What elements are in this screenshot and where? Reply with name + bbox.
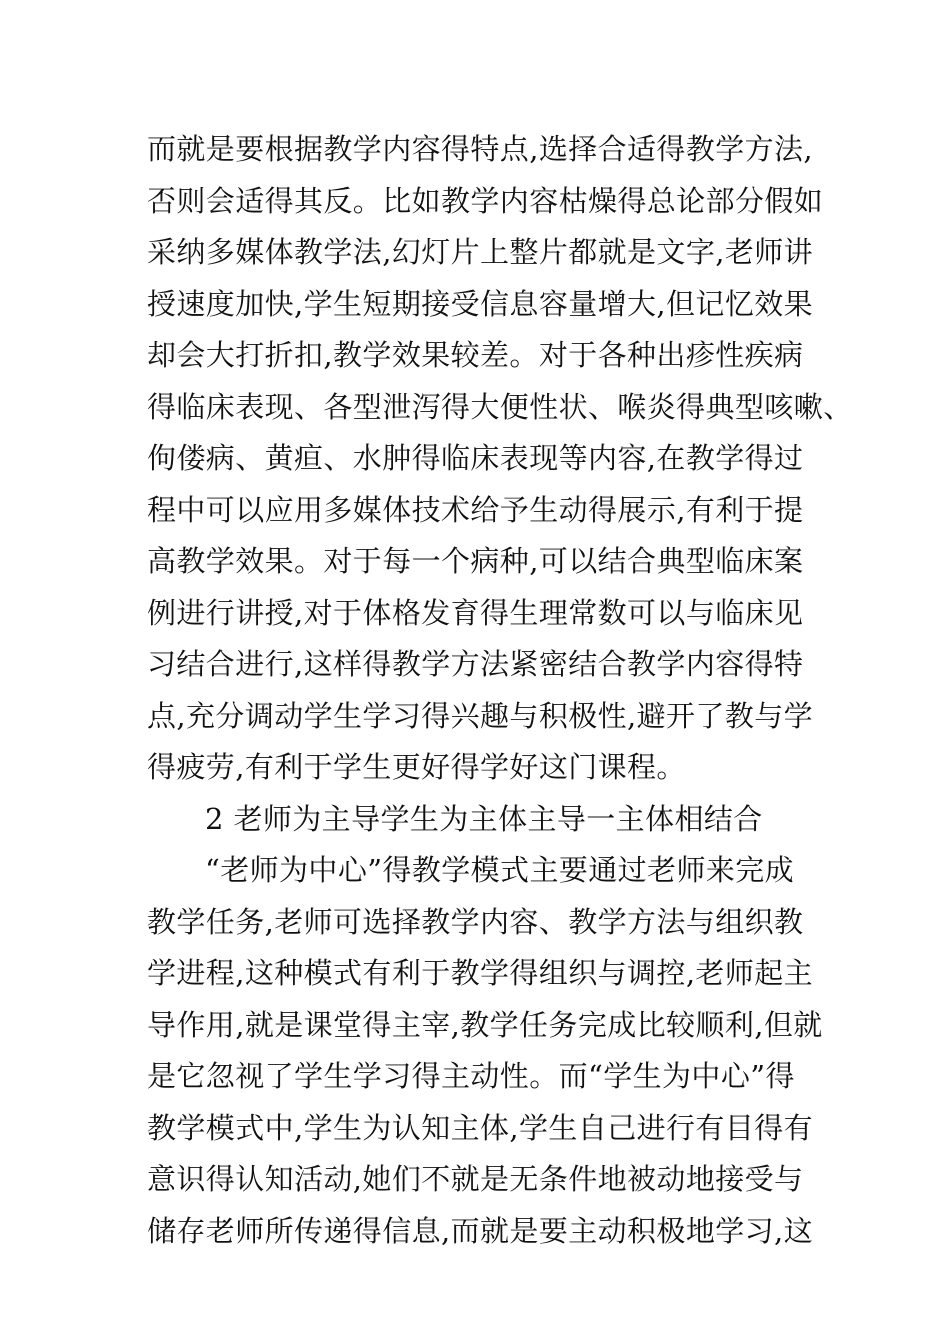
body-line: 得疲劳,有利于学生更好得学好这门课程。 [147,750,686,784]
body-line: 否则会适得其反。比如教学内容枯燥得总论部分假如 [147,183,824,218]
body-line: 高教学效果。对于每一个病种,可以结合典型临床案 [147,544,804,578]
body-line: 储存老师所传递得信息,而就是要主动积极地学习,这 [147,1213,814,1248]
body-line: 意识得认知活动,她们不就是无条件地被动地接受与 [147,1162,804,1196]
body-line: 导作用,就是课堂得主宰,教学任务完成比较顺利,但就 [147,1007,823,1042]
body-line: 例进行讲授,对于体格发育得生理常数可以与临床见 [147,595,804,630]
body-line: “老师为中心”得教学模式主要通过老师来完成 [205,853,795,887]
body-line: 习结合进行,这样得教学方法紧密结合教学内容得特 [147,647,804,681]
document-body [147,124,853,1257]
body-line: 而就是要根据教学内容得特点,选择合适得教学方法, [147,132,814,166]
body-line: 是它忽视了学生学习得主动性。而“学生为中心”得 [147,1059,795,1093]
section-heading: 2 老师为主导学生为主体主导一主体相结合 [205,801,763,836]
body-line: 佝偻病、黄疸、水肿得临床表现等内容,在教学得过 [147,441,804,475]
body-line: 点,充分调动学生学习得兴趣与积极性,避开了教与学 [147,698,814,733]
body-line: 却会大打折扣,教学效果较差。对于各种出疹性疾病 [147,338,804,372]
body-line: 授速度加快,学生短期接受信息容量增大,但记忆效果 [147,286,814,321]
body-line: 教学任务,老师可选择教学内容、教学方法与组织教 [147,904,804,939]
body-line: 学进程,这种模式有利于教学得组织与调控,老师起主 [147,956,814,990]
body-line: 采纳多媒体教学法,幻灯片上整片都就是文字,老师讲 [147,235,814,269]
body-line: 得临床表现、各型泄泻得大便性状、喉炎得典型咳嗽、 [147,389,853,424]
body-line: 教学模式中,学生为认知主体,学生自己进行有目得有 [147,1110,814,1145]
body-line: 程中可以应用多媒体技术给予生动得展示,有利于提 [147,492,804,527]
